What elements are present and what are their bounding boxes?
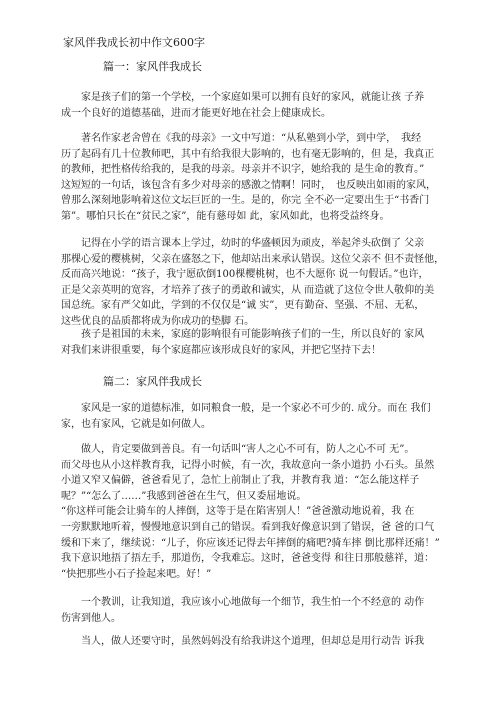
paragraph — [61, 327, 445, 358]
paragraph — [61, 90, 445, 121]
section-heading-1: 篇一：家风伴我成长 — [103, 60, 202, 73]
paragraph — [61, 595, 445, 626]
text-line: 一旁默默地听着，慢慢地意识到自己的错误。看到我好像意识到了错误，爸 爸的口气 — [61, 521, 435, 533]
text-line: 成一个良好的道德基础，进而才能更好地在社会上健康成长。 — [61, 107, 331, 119]
text-line: “你这样可能会让骑车的人摔倒，这等于是在陷害别人！”爸爸激动地说着，我 在 — [61, 506, 415, 518]
text-line: 一个教训，让我知道，我应该小心地做每一个细节，我生怕一个不经意的 动作 — [61, 597, 425, 608]
paragraph — [61, 442, 445, 582]
text-line: 小道又窄又偏僻，爸爸看见了，急忙上前制止了我，并教育我 道：“怎么能这样子 — [61, 475, 420, 487]
text-line: 对我们来讲很重要，每个家庭都应该形成良好的家风，并把它坚持下去！ — [61, 344, 381, 356]
text-line: 缓和下来了，继续说：“儿子，你应该还记得去年摔倒的痛吧?骑车摔 倒比那样还痛！” — [61, 537, 440, 549]
text-line: 伤害到他人。 — [61, 612, 121, 624]
text-line: 曾那么深刻地影响着这位文坛巨匠的一生。是的，你完 全不必一定要出生于“书香门 — [61, 195, 430, 207]
text-line: 反而高兴地说：“孩子，我宁愿砍倒100棵樱桃树，也不大愿你 说一句假话。”也许， — [61, 269, 429, 281]
text-line: 这短短的一句话，该包含有多少对母亲的感激之情啊！同时， 也反映出如雨的家风， — [61, 179, 436, 191]
document-title: 家风伴我成长初中作文600字 — [63, 36, 205, 49]
text-line: 我下意识地捂了捂左手，那道伤，令我难忘。这时，爸爸变得 和往日那般慈祥，道： — [61, 553, 435, 565]
text-line: 家风是一家的道德标准，如同粮食一般，是一个家必不可少的. 成分。而在 我们 — [61, 403, 431, 414]
section-heading-2: 篇二：家风伴我成长 — [103, 375, 202, 388]
text-line: 孩子是祖国的未来，家庭的影响很有可能影响孩子们的一生，所以良好的 家风 — [61, 329, 425, 340]
text-line: 历了起码有几十位教师吧，其中有给我很大影响的，也有毫无影响的，但 是，我真正 — [61, 148, 435, 160]
text-line: 呢？”“怎么了……”我感到爸爸在生气，但又委屈地说。 — [61, 490, 307, 502]
text-line: 而父母也从小这样教育我，记得小时候，有一次，我故意向一条小道扔 小石头。虽然 — [61, 459, 435, 471]
text-line: 这些优良的品质都将成为你成功的垫脚 石。 — [61, 315, 255, 327]
paragraph — [61, 401, 445, 432]
text-line: 那棵心爱的樱桃树，父亲在盛怒之下，他却站出来承认错误。这位父亲不 但不责怪他， — [61, 253, 445, 265]
text-line: 家，也有家风，它就是如何做人。 — [61, 418, 211, 430]
text-line: 著名作家老舍曾在《我的母亲》一文中写道：“从私塾到小学，到中学， 我经 — [61, 133, 422, 144]
text-line: 第”。哪怕只长在“贫民之家”，能有慈母如 此，家风如此，也将受益终身。 — [61, 210, 390, 222]
text-line: “快把那些小石子捡起来吧。好！” — [61, 568, 212, 580]
text-line: 的教师，把性格传给我的，是我的母亲。母亲并不识字，她给我的 是生命的教育。” — [61, 164, 425, 176]
text-line: 做人，肯定要做到善良。有一句话叫“害人之心不可有，防人之心不可 无”。 — [61, 444, 415, 455]
text-line: 当人，做人还要守时，虽然妈妈没有给我讲这个道理，但却总是用行动告 诉我 — [61, 636, 425, 647]
paragraph — [61, 634, 445, 650]
text-line: 记得在小学的语言课本上学过，幼时的华盛顿因为顽皮，举起斧头砍倒了 父亲 — [61, 238, 425, 249]
paragraph — [61, 236, 445, 330]
text-line: 国总统。家有严父如此，学到的不仅仅是“诚 实”，更有勤奋、坚强、不屈、无私， — [61, 300, 425, 312]
text-line: 家是孩子们的第一个学校，一个家庭如果可以拥有良好的家风，就能让孩 子养 — [61, 92, 425, 103]
paragraph — [61, 131, 445, 225]
text-line: 正是父亲英明的宽容，才培养了孩子的勇敢和诚实，从 而造就了这位令世人敬仰的美 — [61, 284, 435, 296]
